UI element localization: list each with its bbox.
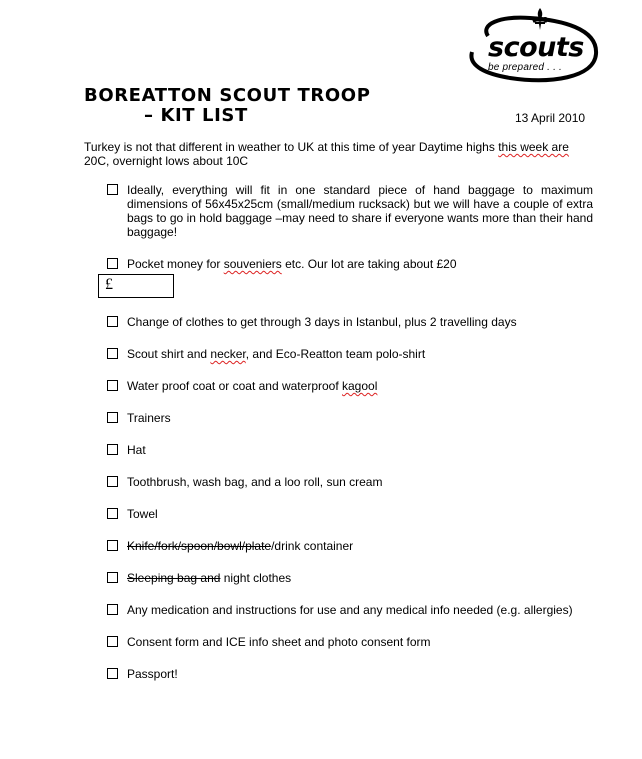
pocket-money-field[interactable] xyxy=(98,274,174,298)
item-label: Toothbrush, wash bag, and a loo roll, sun cream xyxy=(127,475,383,489)
item-label: Trainers xyxy=(127,411,171,425)
checkbox[interactable] xyxy=(107,636,118,647)
title-line-1: BOREATTON SCOUT TROOP xyxy=(84,85,371,106)
document-date: 13 April 2010 xyxy=(515,111,586,125)
item-label: Hat xyxy=(127,443,146,457)
logo-wordmark: scouts xyxy=(488,32,584,63)
intro-text-b: 20C, overnight lows about 10C xyxy=(84,154,249,168)
item-label: Towel xyxy=(127,507,158,521)
page-title xyxy=(84,86,371,126)
item-label: Ideally, everything will fit in one standard piece of hand baggage to maximum dimensions of 56x45x25cm (small/medium rucksack) but we will have a couple of extra bags to go in hold baggage –may need to share if everyone wants more than their hand baggage! xyxy=(127,183,593,239)
fleur-de-lis-icon xyxy=(532,8,547,30)
checkbox[interactable] xyxy=(107,476,118,487)
checkbox[interactable] xyxy=(107,380,118,391)
checkbox[interactable] xyxy=(107,540,118,551)
intro-paragraph xyxy=(84,140,589,168)
item-text: Pocket money for xyxy=(127,257,224,271)
item-text: , and Eco-Reatton team polo-shirt xyxy=(245,347,426,361)
pound-symbol: £ xyxy=(105,276,113,293)
item-spellcheck-text: kagool xyxy=(342,379,378,393)
item-spellcheck-text: souveniers xyxy=(223,257,282,271)
item-label xyxy=(127,571,291,585)
item-spellcheck-text: necker xyxy=(210,347,246,361)
item-label: Change of clothes to get through 3 days in Istanbul, plus 2 travelling days xyxy=(127,315,517,329)
item-label xyxy=(127,257,457,271)
logo-tagline: be prepared . . . xyxy=(488,62,563,73)
scouts-logo xyxy=(460,6,610,84)
item-label xyxy=(127,379,377,393)
intro-spellcheck-text: this week are xyxy=(498,140,569,154)
checkbox[interactable] xyxy=(107,258,118,269)
item-label: Passport! xyxy=(127,667,178,681)
checkbox[interactable] xyxy=(107,184,118,195)
item-label xyxy=(127,347,425,361)
checkbox[interactable] xyxy=(107,412,118,423)
intro-text-a: Turkey is not that different in weather to UK at this time of year Daytime highs xyxy=(84,140,499,154)
checkbox[interactable] xyxy=(107,444,118,455)
title-line-2: – KIT LIST xyxy=(144,105,248,126)
item-text: night clothes xyxy=(220,571,292,585)
checkbox[interactable] xyxy=(107,508,118,519)
checkbox[interactable] xyxy=(107,604,118,615)
item-label: Consent form and ICE info sheet and photo consent form xyxy=(127,635,431,649)
checkbox[interactable] xyxy=(107,316,118,327)
checkbox[interactable] xyxy=(107,668,118,679)
item-label xyxy=(127,539,353,553)
checkbox[interactable] xyxy=(107,572,118,583)
item-text: /drink container xyxy=(271,539,354,553)
item-text: Water proof coat or coat and waterproof xyxy=(127,379,342,393)
item-text: etc. Our lot are taking about £20 xyxy=(281,257,457,271)
item-label: Any medication and instructions for use and any medical info needed (e.g. allergies) xyxy=(127,603,573,617)
item-struck-text: Sleeping bag and xyxy=(127,571,221,585)
item-struck-text: Knife/fork/spoon/bowl/plate xyxy=(127,539,272,553)
checkbox[interactable] xyxy=(107,348,118,359)
item-text: Scout shirt and xyxy=(127,347,211,361)
